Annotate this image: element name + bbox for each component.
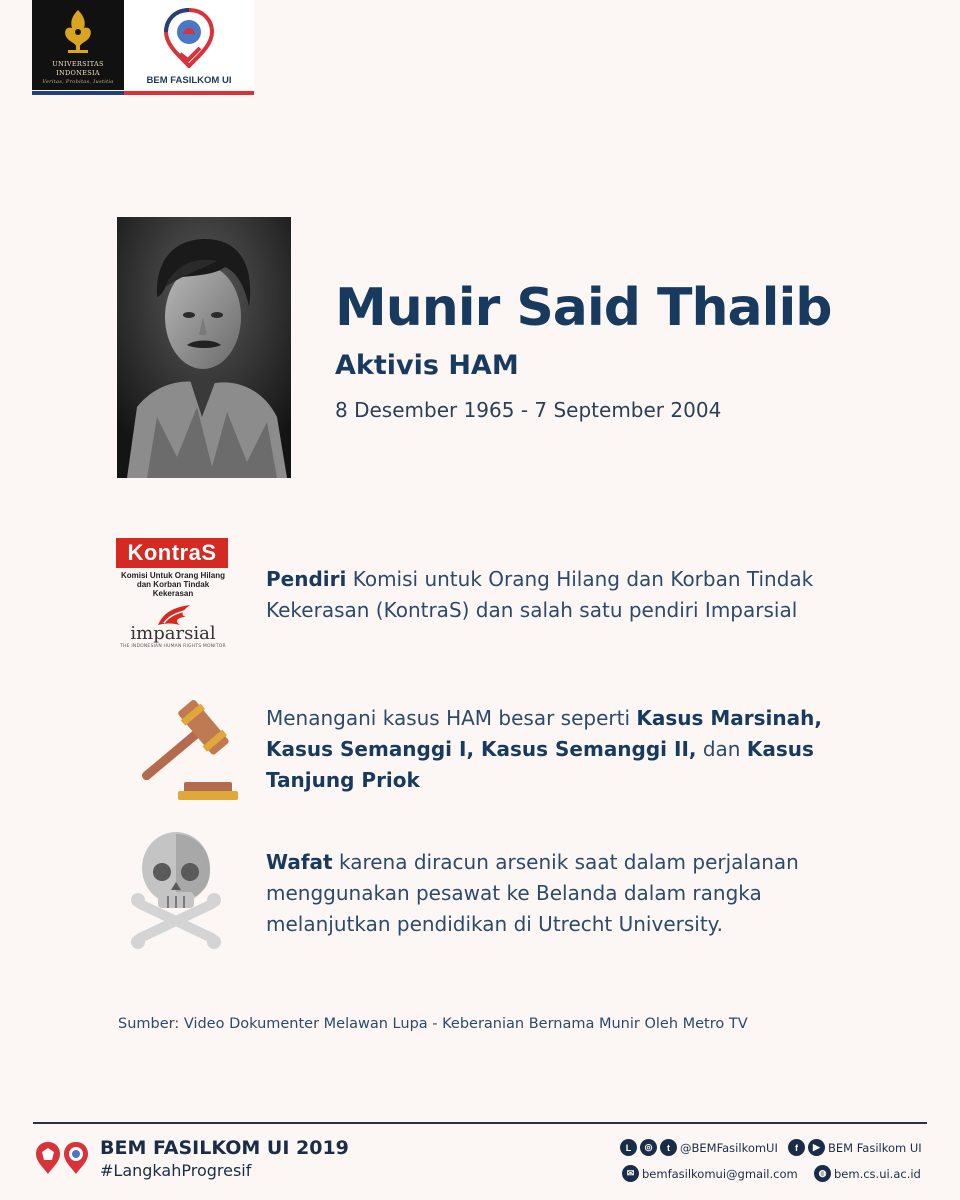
mail-icon: ✉ (622, 1165, 639, 1182)
globe-icon: ◍ (814, 1165, 831, 1182)
point-death (266, 847, 886, 940)
fb-yt-name: BEM Fasilkom UI (828, 1140, 922, 1155)
bem-logo-name: BEM FASILKOM UI (146, 75, 232, 86)
facebook-icon: f (788, 1139, 805, 1156)
life-dates: 8 Desember 1965 - 7 September 2004 (335, 398, 722, 422)
portrait-image (117, 217, 291, 478)
point-cases-bold2: Kasus Tanjung Priok (266, 737, 814, 792)
kontras-logo-name: KontraS (116, 538, 228, 568)
point-cases (266, 703, 886, 796)
footer-logo-icon (34, 1140, 96, 1176)
social-handle: @BEMFasilkomUI (680, 1140, 778, 1155)
youtube-icon: ▶ (808, 1139, 825, 1156)
imparsial-logo (118, 603, 228, 657)
makara-crest-icon (58, 8, 98, 56)
facebook-youtube-row[interactable] (788, 1139, 922, 1156)
point-cases-bold1: Kasus Marsinah, Kasus Semanggi I, Kasus Semanggi II, (266, 706, 822, 761)
flame-icon (154, 603, 194, 629)
kontras-logo-sub1: Komisi Untuk Orang Hilang (120, 571, 225, 580)
point-cases-text2: dan (696, 737, 747, 761)
skull-crossbones-icon (130, 830, 222, 950)
kontras-logo (116, 538, 230, 596)
kontras-logo-sub2: dan Korban Tindak Kekerasan (136, 580, 210, 598)
point-death-bold: Wafat (266, 850, 333, 874)
page-title: Munir Said Thalib (335, 278, 832, 338)
imparsial-logo-sub: THE INDONESIAN HUMAN RIGHTS MONITOR (120, 644, 226, 649)
email-address: bemfasilkomui@gmail.com (642, 1166, 798, 1181)
point-founder-text: Komisi untuk Orang Hilang dan Korban Tindak Kekerasan (KontraS) dan salah satu pendiri Imparsial (266, 567, 814, 622)
line-icon: L (620, 1139, 637, 1156)
footer-hashtag: #LangkahProgresif (100, 1161, 252, 1180)
footer-title: BEM FASILKOM UI 2019 (100, 1137, 349, 1159)
instagram-icon: ◎ (640, 1139, 657, 1156)
header-logos (32, 0, 254, 96)
point-cases-text1: Menangani kasus HAM besar seperti (266, 706, 637, 730)
portrait-photo (117, 217, 291, 478)
ui-logo-line1: UNIVERSITAS (52, 60, 104, 68)
universitas-indonesia-logo (32, 0, 124, 90)
bem-pin-icon (162, 6, 216, 68)
point-founder-bold: Pendiri (266, 567, 347, 591)
bem-fasilkom-logo (124, 0, 254, 90)
twitter-icon: t (660, 1139, 677, 1156)
person-role: Aktivis HAM (335, 350, 519, 381)
source-citation: Sumber: Video Dokumenter Melawan Lupa - Keberanian Bernama Munir Oleh Metro TV (118, 1016, 748, 1032)
social-handle-row[interactable] (620, 1139, 778, 1156)
gavel-icon (114, 694, 238, 804)
footer-divider (33, 1122, 927, 1124)
point-founder (266, 564, 886, 626)
header-line-navy (32, 91, 124, 95)
website-url: bem.cs.ui.ac.id (834, 1166, 921, 1181)
imparsial-logo-name: imparsial (130, 623, 216, 644)
ui-logo-line2: INDONESIA (56, 69, 100, 77)
header-line-red (124, 91, 254, 95)
email-row[interactable] (622, 1165, 798, 1182)
website-row[interactable] (814, 1165, 921, 1182)
point-death-text: karena diracun arsenik saat dalam perjalanan menggunakan pesawat ke Belanda dalam rangka melanjutkan pendidikan di Utrecht University. (266, 850, 799, 936)
ui-logo-motto: Veritas, Probitas, Iustitia (42, 79, 114, 85)
